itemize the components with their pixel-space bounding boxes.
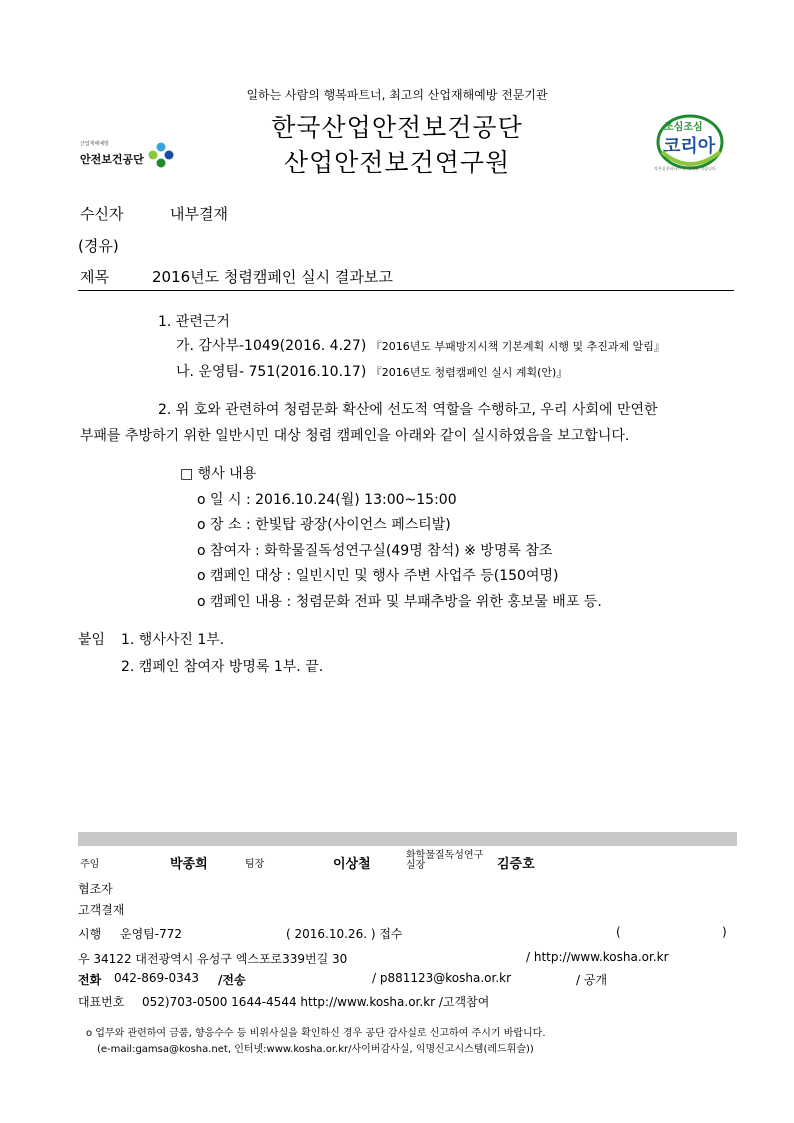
notice-line-1: o 업무와 관련하여 금품, 향응수수 등 비위사실을 확인하신 경우 공단 감사실로 신고하여 주시기 바랍니다. — [86, 1028, 546, 1039]
homepage-link[interactable]: / http://www.kosha.or.kr — [526, 950, 669, 964]
basis-a — [176, 335, 665, 355]
footer-divider-bar — [78, 832, 737, 846]
approval-role-3 — [406, 851, 483, 871]
phone-label: 전화 — [78, 973, 102, 987]
logo-main-text: 코리아 — [663, 136, 716, 157]
event-title: □ 행사 내용 — [180, 466, 257, 482]
institute-name: 산업안전보건연구원 — [283, 148, 511, 177]
via-label: (경유) — [78, 237, 119, 255]
event-item: o 참여자 : 화학물질독성연구실(49명 참석) ※ 방명록 참조 — [197, 543, 553, 559]
receipt-paren-open: ( — [616, 925, 621, 939]
basis-b-main: 나. 운영팀- 751(2016.10.17) — [176, 364, 371, 380]
approval-role-3-line-1: 화학물질독성연구 — [406, 850, 484, 861]
fax-label: /전송 — [218, 973, 246, 987]
cooperator-label: 협조자 — [78, 882, 113, 896]
basis-b-note: 『2016년도 청렴캠페인 실시 계획(안)』 — [370, 366, 568, 379]
basis-a-note: 『2016년도 부패방지시책 기본계획 시행 및 추진과제 알림』 — [370, 340, 665, 353]
attach-2: 2. 캠페인 참여자 방명록 1부. 끝. — [121, 659, 324, 675]
approval-role-2: 팀장 — [245, 859, 265, 870]
rep-label: 대표번호 — [78, 995, 125, 1009]
rep-value: 052)703-0500 1644-4544 http://www.kosha.or.kr /고객참여 — [142, 995, 490, 1009]
basis-title: 1. 관련근거 — [158, 314, 230, 330]
email-link[interactable]: / p881123@kosha.or.kr — [372, 971, 512, 985]
customer-approval-label: 고객결재 — [78, 903, 125, 917]
paragraph-line-2: 부패를 추방하기 위한 일반시민 대상 청렴 캠페인을 아래와 같이 실시하였음을 보고합니다. — [80, 428, 630, 444]
recipient-label: 수신자 — [80, 205, 124, 223]
approval-role-3-line-2: 실장 — [406, 860, 426, 871]
logo-name: 안전보건공단 — [80, 153, 144, 166]
basis-a-main: 가. 감사부-1049(2016. 4.27) — [176, 338, 371, 354]
logo-top-text: 조심조심 — [664, 122, 703, 133]
event-item: o 일 시 : 2016.10.24(월) 13:00~15:00 — [197, 492, 457, 508]
subject-value: 2016년도 청렴캠페인 실시 결과보고 — [152, 268, 393, 286]
approval-name-2: 이상철 — [333, 857, 371, 872]
logo-bottom-text: 작은실천하나가 큰 재해를 막습니다 — [654, 166, 716, 171]
event-item: o 장 소 : 한빛탑 광장(사이언스 페스티발) — [197, 517, 451, 533]
attach-1: 1. 행사사진 1부. — [121, 632, 225, 648]
paragraph-line-1: 2. 위 호와 관련하여 청렴문화 확산에 선도적 역할을 수행하고, 우리 사회에 만연한 — [158, 402, 658, 418]
subject-divider — [78, 290, 734, 291]
recipient-value: 내부결재 — [170, 205, 228, 223]
attach-label: 붙임 — [78, 632, 106, 648]
disclosure: / 공개 — [576, 973, 608, 987]
logo-small-text: 산업재해예방 — [80, 141, 109, 147]
issue-label: 시행 — [78, 927, 102, 941]
notice-line-2: (e-mail:gamsa@kosha.net, 인터넷:www.kosha.or.kr/사이버감사실, 익명신고시스템(레드휘슬)) — [97, 1044, 534, 1055]
kosha-cross-icon — [148, 142, 174, 168]
event-item: o 캠페인 내용 : 청렴문화 전파 및 부패추방을 위한 홍보물 배포 등. — [197, 594, 602, 610]
approval-name-3: 김증호 — [497, 857, 535, 872]
event-item: o 캠페인 대상 : 일빈시민 및 행사 주변 사업주 등(150여명) — [197, 568, 559, 584]
issue-value: 운영팀-772 — [120, 927, 183, 941]
approval-name-1: 박종희 — [170, 857, 208, 872]
subject-label: 제목 — [80, 268, 109, 286]
approval-role-1: 주임 — [80, 859, 100, 870]
slogan: 일하는 사람의 행복파트너, 최고의 산업재해예방 전문기관 — [246, 88, 548, 102]
phone-value: 042-869-0343 — [114, 971, 200, 985]
issue-date: ( 2016.10.26. ) 접수 — [286, 927, 403, 941]
org-name: 한국산업안전보건공단 — [271, 113, 523, 142]
receipt-paren-close: ) — [722, 925, 727, 939]
kosha-logo — [80, 140, 175, 170]
address: 우 34122 대전광역시 유성구 엑스포로339번길 30 — [78, 952, 348, 966]
safety-korea-logo — [650, 112, 732, 178]
basis-b — [176, 361, 567, 381]
